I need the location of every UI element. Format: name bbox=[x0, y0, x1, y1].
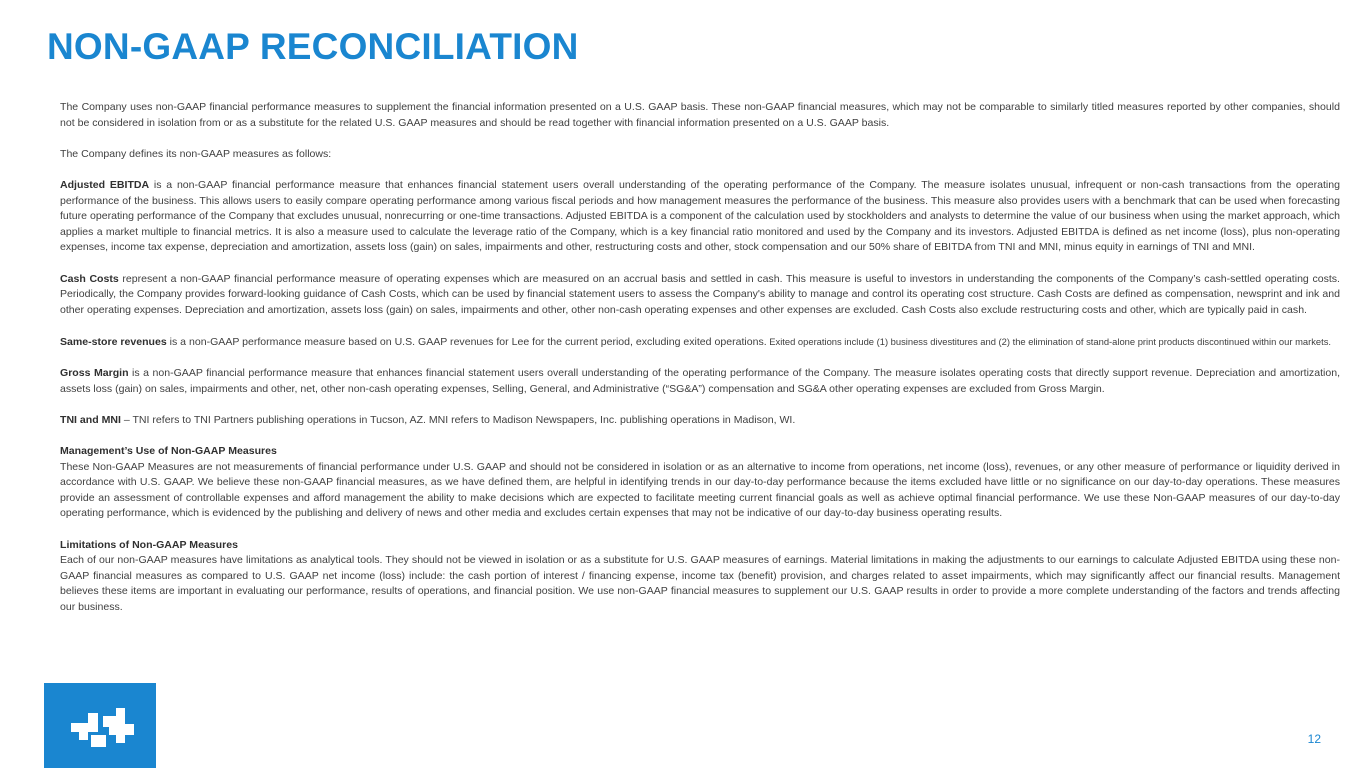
cash-costs-text: represent a non-GAAP financial performance measure of operating expenses which are measured on an accrual basis and settled in cash. This measure is useful to investors in understanding the components of the Company’s cash-settled operating costs. Periodically, the Company provides forward-looking guidance of Cash Costs, which can be used by financial statement users to assess the Company's ability to manage and control its operating cost structure. Cash Costs are defined as compensation, newsprint and ink and other operating expenses. Depreciation and amortization, assets loss (gain) on sales, impairments and other, other non-cash operating expenses and other expenses are excluded. Cash Costs also exclude restructuring costs and other, which are typically paid in cash. bbox=[60, 272, 1340, 316]
page-number: 12 bbox=[1307, 732, 1321, 746]
adjusted-ebitda-text: is a non-GAAP financial performance measure that enhances financial statement users overall understanding of the operating performance of the Company. The measure isolates unusual, infrequent or non-cash transactions from the operating performance of the business. This allows users to easily compare operating performance among various fiscal periods and how management measures the performance of the business. This measure also provides users with a benchmark that can be used when forecasting future operating performance of the Company that excludes unusual, nonrecurring or one-time transactions. Adjusted EBITDA is a component of the calculation used by stockholders and analysts to determine the value of our business when using the market approach, which applies a market multiple to financial metrics. It is also a measure used to calculate the leverage ratio of the Company, which is a key financial ratio monitored and used by the Company and its investors. Adjusted EBITDA is defined as net income (loss), plus non-operating expenses, income tax expense, depreciation and amortization, assets loss (gain) on sales, impairments and other, restructuring costs and other, stock compensation and our 50% share of EBITDA from TNI and MNI, minus equity in earnings of TNI and MNI. bbox=[60, 178, 1340, 254]
management-use-section bbox=[60, 444, 1340, 522]
page-title: NON-GAAP RECONCILIATION bbox=[47, 26, 579, 67]
intro-paragraph: The Company uses non-GAAP financial performance measures to supplement the financial information presented on a U.S. GAAP basis. These non-GAAP financial measures, which may not be comparable to similarly titled measures reported by other companies, should not be considered in isolation from or as a substitute for the related U.S. GAAP measures and should be read together with financial information presented on a U.S. GAAP basis. bbox=[60, 101, 1340, 129]
cash-costs-paragraph bbox=[60, 272, 1340, 319]
gross-margin-paragraph bbox=[60, 366, 1340, 397]
body-content bbox=[60, 100, 1340, 631]
lee-enterprises-logo-icon bbox=[44, 683, 156, 768]
company-logo bbox=[44, 683, 156, 768]
same-store-note: Exited operations include (1) business divestitures and (2) the elimination of stand-alone print products discontinued within our markets. bbox=[766, 335, 1332, 347]
same-store-paragraph bbox=[60, 334, 1340, 351]
management-use-text: These Non-GAAP Measures are not measurements of financial performance under U.S. GAAP and should not be considered in isolation or as an alternative to income from operations, net income (loss), revenues, or any other measure of performance or liquidity derived in accordance with U.S. GAAP. We believe these non-GAAP financial measures, as we have defined them, are helpful in identifying trends in our day-to-day performance because the items excluded have little or no significance on our day-to-day operations. These measures provide an assessment of controllable expenses and afford management the ability to make decisions which are expected to facilitate meeting current financial goals as well as achieve optimal financial performance. We use these Non-GAAP measures of our day-to-day operating performance, which is evidenced by the publishing and delivery of news and other media and excludes certain expenses that may not be indicative of our day-to-day business operating results. bbox=[60, 460, 1340, 520]
limitations-text: Each of our non-GAAP measures have limitations as analytical tools. They should not be viewed in isolation or as a substitute for U.S. GAAP measures of earnings. Material limitations in making the adjustments to our earnings to calculate Adjusted EBITDA using these non-GAAP financial measures as compared to U.S. GAAP net income (loss) include: the cash portion of interest / financing expense, income tax (benefit) provision, and charges related to asset impairments, which may significantly affect our financial results. Management believes these items are important in evaluating our performance, results of operations, and financial position. We use non-GAAP financial measures to supplement our U.S. GAAP results in order to provide a more complete understanding of the factors and trends affecting our business. bbox=[60, 554, 1340, 613]
gross-margin-text: is a non-GAAP financial performance measure that enhances financial statement users overall understanding of the operating performance of the Company. The measure isolates operating costs that directly support revenue. Depreciation and amortization, assets loss (gain) on sales, impairments and other, net, other non-cash operating expenses, Selling, General, and Administrative (“SG&A”) compensation and SG&A other operating expenses are excluded from Gross Margin. bbox=[60, 367, 1341, 395]
cash-costs-term: Cash Costs bbox=[60, 272, 119, 285]
adjusted-ebitda-term: Adjusted EBITDA bbox=[60, 178, 150, 191]
limitations-heading: Limitations of Non-GAAP Measures bbox=[60, 538, 238, 551]
defines-paragraph: The Company defines its non-GAAP measures as follows: bbox=[60, 147, 332, 160]
gross-margin-term: Gross Margin bbox=[60, 367, 129, 380]
adjusted-ebitda-paragraph bbox=[60, 178, 1340, 256]
tni-mni-paragraph bbox=[60, 413, 1340, 429]
tni-mni-term: TNI and MNI bbox=[60, 413, 121, 426]
tni-mni-text: – TNI refers to TNI Partners publishing operations in Tucson, AZ. MNI refers to Madison Newspapers, Inc. publishing operations in Madison, WI. bbox=[120, 413, 796, 426]
same-store-term: Same-store revenues bbox=[60, 335, 167, 348]
management-use-heading: Management’s Use of Non-GAAP Measures bbox=[60, 445, 277, 458]
limitations-section bbox=[60, 538, 1340, 616]
same-store-text: is a non-GAAP performance measure based on U.S. GAAP revenues for Lee for the current period, excluding exited operations. bbox=[166, 335, 767, 348]
